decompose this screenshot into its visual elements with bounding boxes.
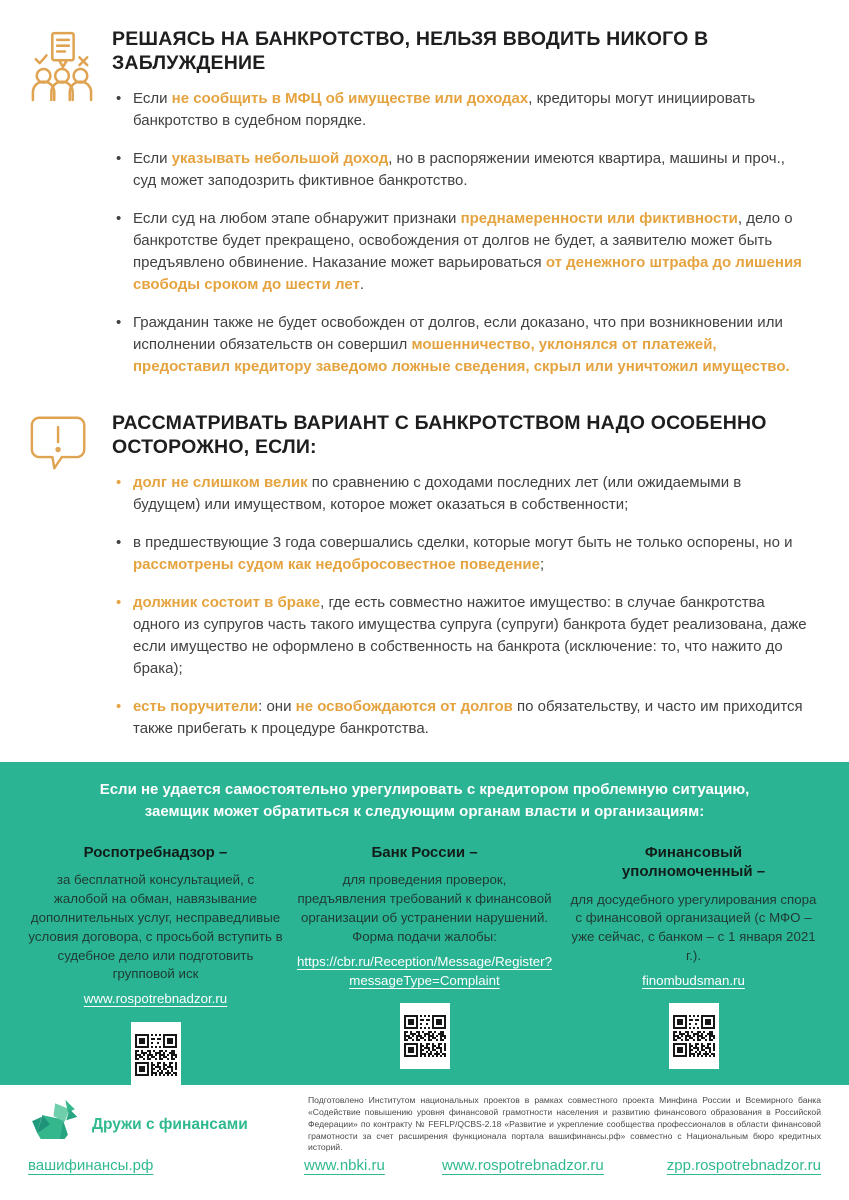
list-item: • есть поручители: они не освобождаются от долгов по обязательству, и часто им приходится также прибегать к процедуре банкротства. bbox=[112, 696, 812, 740]
authorities-band bbox=[0, 762, 849, 1085]
column-description: для досудебного урегулирования спора с финансовой организацией (с МФО – уже сейчас, с банком – с 1 января 2021 г.). bbox=[570, 891, 817, 964]
footer-link-rospotrebnadzor[interactable]: www.rospotrebnadzor.ru bbox=[442, 1157, 604, 1174]
column-title: Финансовый уполномоченный – bbox=[621, 843, 766, 880]
footer-link-nbki[interactable]: www.nbki.ru bbox=[304, 1157, 385, 1174]
page-footer bbox=[0, 1085, 849, 1200]
list-item: • должник состоит в браке, где есть совместно нажитое имущество: в случае банкротства одного из супругов часть такого имущества супруга (супруги) банкрота будет реализована, даже если имущество не оформлено в собственность на банкрота (исключение: то, что нажито до брака); bbox=[112, 592, 812, 680]
authorities-columns bbox=[28, 839, 821, 1088]
qr-code-rospotrebnadzor bbox=[131, 1022, 181, 1088]
list-item: • Если суд на любом этапе обнаружит признаки преднамеренности или фиктивности, дело о банкротстве будет прекращено, освобождения от долгов не будет, а заявителю может быть предъявлено обвинение. Наказание может варьироваться от денежного штрафа до лишения свободы сроком до шести лет. bbox=[112, 208, 812, 296]
section2-heading: РАССМАТРИВАТЬ ВАРИАНТ С БАНКРОТСТВОМ НАДО ОСОБЕННО ОСТОРОЖНО, ЕСЛИ: bbox=[112, 412, 767, 458]
footer-link-vashifinansy[interactable]: вашифинансы.рф bbox=[28, 1157, 154, 1174]
footer-links bbox=[0, 1157, 849, 1181]
legal-fineprint: Подготовлено Институтом национальных проектов в рамках совместного проекта Минфина России и Всемирного банка «Содействие повышению уровня финансовой грамотности населения и развитию финансового образования в Российской Федерации» по контракту № FEFLP/QCBS-2.18 «Развитие и укрепление сообщества профессионалов в области финансовой грамотности за счет расширения функционала портала вашифинансы.рф» совместно с Национальным бюро кредитных историй. bbox=[308, 1095, 821, 1153]
origami-dog-icon bbox=[30, 1099, 82, 1150]
column-description: для проведения проверок, предъявления требований к финансовой организации об устранении нарушений. Форма подачи жалобы: bbox=[297, 872, 552, 944]
list-item: • Если указывать небольшой доход, но в распоряжении имеются квартира, машины и проч., суд может заподозрить фиктивное банкротство. bbox=[112, 148, 812, 192]
qr-code-finombudsman bbox=[669, 1003, 719, 1069]
band-intro-text: Если не удается самостоятельно урегулировать с кредитором проблемную ситуацию, заемщик может обратиться к следующим органам власти и организациям: bbox=[99, 781, 750, 820]
cbr-complaint-link[interactable]: https://cbr.ru/Reception/Message/Register?messageType=Complaint bbox=[297, 953, 552, 988]
speech-bubble-exclamation-icon bbox=[30, 412, 96, 756]
finombudsman-link[interactable]: finombudsman.ru bbox=[642, 973, 745, 988]
list-item: • Гражданин также не будет освобожден от долгов, если доказано, что при возникновении или исполнении обязательств он совершил мошенничество, уклонялся от платежей, предоставил кредитору заведомо ложные сведения, скрыл или уничтожил имущество. bbox=[112, 312, 812, 378]
section1-heading: РЕШАЯСЬ НА БАНКРОТСТВО, НЕЛЬЗЯ ВВОДИТЬ НИКОГО В ЗАБЛУЖДЕНИЕ bbox=[112, 28, 709, 74]
list-item: • долг не слишком велик по сравнению с доходами последних лет (или ожидаемыми в будущем) или имуществом, которое может оказаться в собственности; bbox=[112, 472, 812, 516]
list-item: • Если не сообщить в МФЦ об имуществе или доходах, кредиторы могут инициировать банкротство в судебном порядке. bbox=[112, 88, 812, 132]
footer-link-zpp[interactable]: zpp.rospotrebnadzor.ru bbox=[666, 1157, 821, 1174]
column-title: Банк России – bbox=[371, 843, 478, 861]
rospotrebnadzor-link[interactable]: www.rospotrebnadzor.ru bbox=[83, 991, 228, 1007]
section1-bullet-list bbox=[112, 88, 813, 379]
section-consider-carefully bbox=[0, 412, 849, 756]
column-bank-rossii bbox=[297, 839, 552, 1088]
people-document-check-icon bbox=[30, 28, 96, 394]
section2-bullet-list bbox=[112, 472, 813, 740]
section-no-misleading bbox=[0, 28, 849, 394]
column-description: за бесплатной консультацией, с жалобой на обман, навязывание дополнительных услуг, несправедливые условия договора, с просьбой вступить в судебное дело или подготовить групповой иск bbox=[28, 872, 283, 982]
column-rospotrebnadzor bbox=[28, 839, 283, 1088]
section2-body bbox=[112, 412, 813, 756]
column-title: Роспотребнадзор – bbox=[83, 843, 228, 861]
druzhi-s-finansami-logo bbox=[30, 1099, 248, 1150]
logo-text: Дружи с финансами bbox=[92, 1115, 248, 1133]
qr-code-cbr bbox=[400, 1003, 450, 1069]
list-item: • в предшествующие 3 года совершались сделки, которые могут быть не только оспорены, но и рассмотрены судом как недобросовестное поведение; bbox=[112, 532, 812, 576]
section1-body bbox=[112, 28, 813, 394]
column-fin-ombudsman bbox=[566, 839, 821, 1088]
